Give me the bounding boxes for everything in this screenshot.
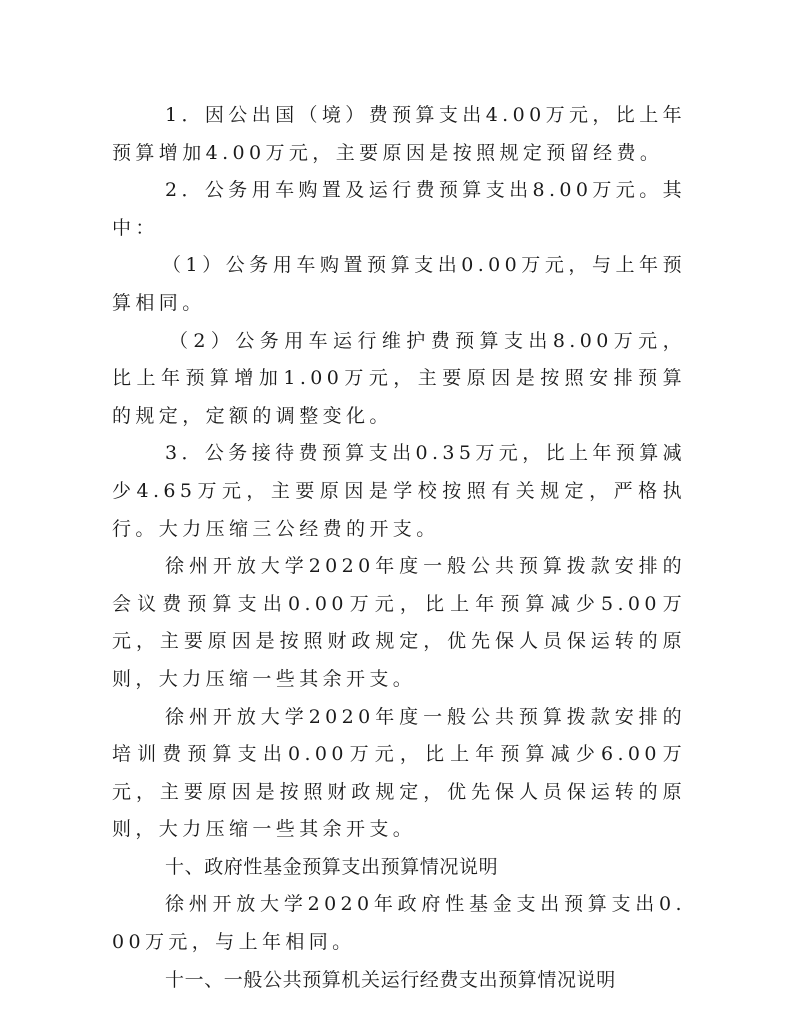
paragraph-official-vehicle-expense: 2．公务用车购置及运行费预算支出8.00万元。其中： [112,179,686,239]
paragraph-government-fund: 徐州开放大学2020年政府性基金支出预算支出0.00万元，与上年相同。 [112,893,686,954]
paragraph-vehicle-maintenance: （2）公务用车运行维护费预算支出8.00万元，比上年预算增加1.00万元，主要原因是按照安排预算的规定，定额的调整变化。 [112,329,686,427]
paragraph-vehicle-purchase: （1）公务用车购置预算支出0.00万元，与上年预算相同。 [112,254,686,314]
section-heading-government-fund: 十、政府性基金预算支出预算情况说明 [165,855,499,878]
document-page [112,97,686,999]
paragraph-overseas-travel-expense: 1．因公出国（境）费预算支出4.00万元，比上年预算增加4.00万元，主要原因是按照规定预留经费。 [112,104,686,164]
paragraph-meeting-expense: 徐州开放大学2020年度一般公共预算拨款安排的会议费预算支出0.00万元，比上年预算减少5.00万元，主要原因是按照财政规定，优先保人员保运转的原则，大力压缩一些其余开支。 [112,555,686,690]
paragraph-training-expense: 徐州开放大学2020年度一般公共预算拨款安排的培训费预算支出0.00万元，比上年预算减少6.00万元，主要原因是按照财政规定，优先保人员保运转的原则，大力压缩一些其余开支。 [112,705,686,841]
paragraph-reception-expense: 3．公务接待费预算支出0.35万元，比上年预算减少4.65万元，主要原因是学校按照有关规定，严格执行。大力压缩三公经费的开支。 [112,442,686,540]
section-heading-operating-expense: 十一、一般公共预算机关运行经费支出预算情况说明 [165,968,616,991]
